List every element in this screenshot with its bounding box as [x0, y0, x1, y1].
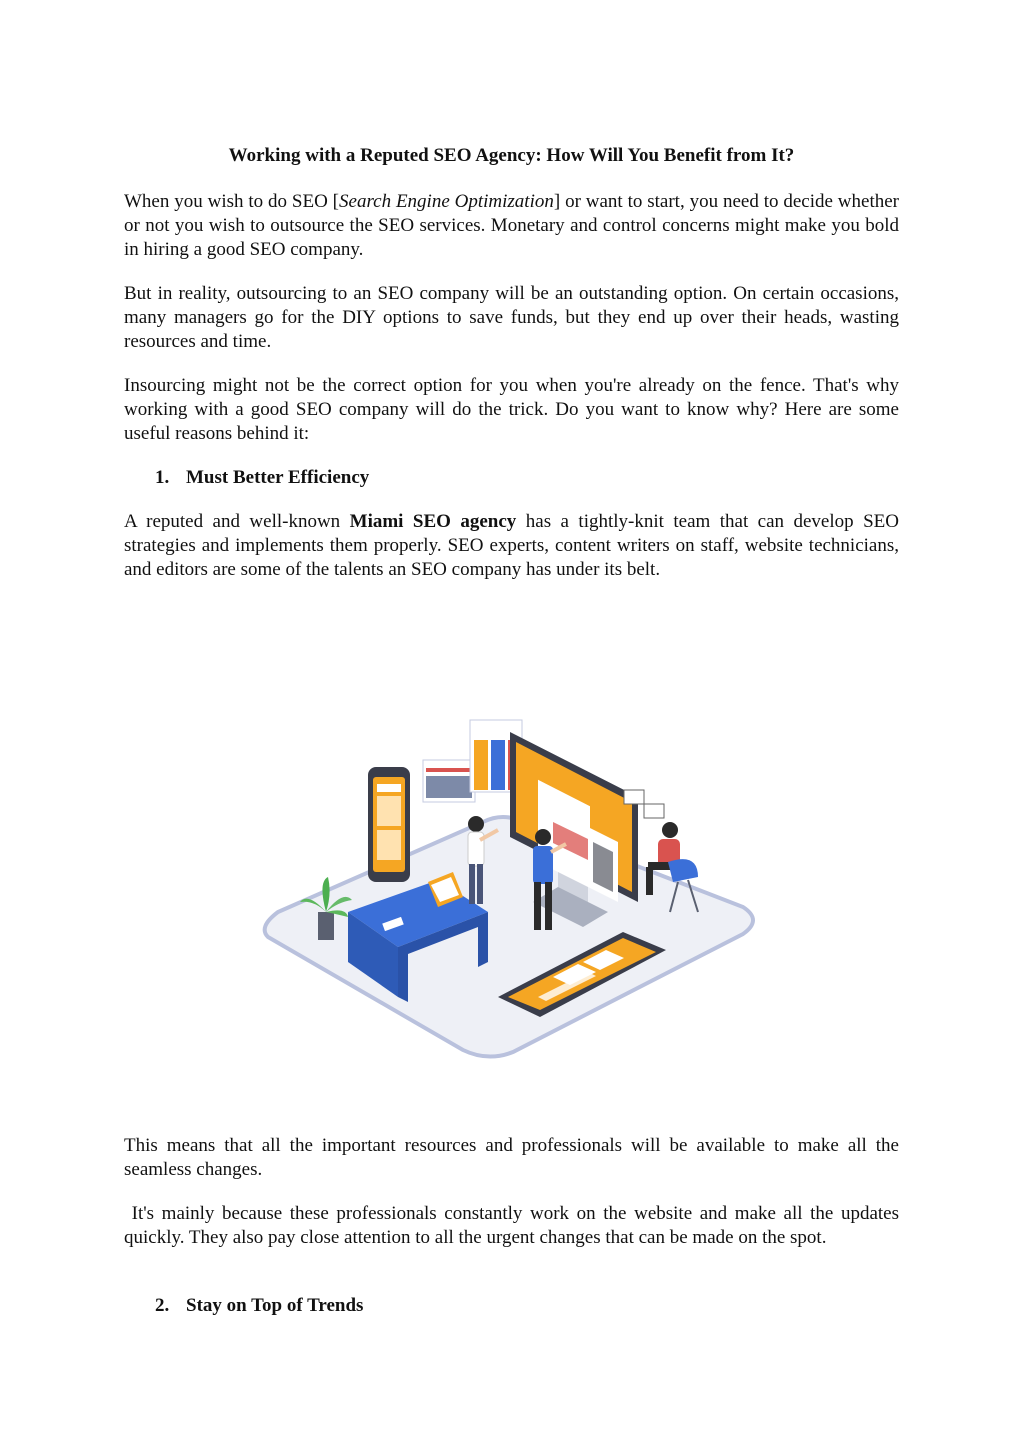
browser-window-panels [423, 720, 522, 802]
smartphone-upright-icon [368, 767, 410, 882]
paragraph-outsourcing: But in reality, outsourcing to an SEO company will be an outstanding option. On certain occasions, many managers go for the DIY options to save funds, but they end up over their heads, wasting resources and time. [124, 283, 899, 352]
section-title-2: Stay on Top of Trends [186, 1295, 364, 1316]
paragraph-efficiency-end: has a tightly-knit team that can develop SEO strategies and implements them properly. SEO experts, content writers on staff, website technicians, and editors are some of the talents an SEO company has under its belt. [124, 511, 899, 580]
paragraph-insourcing: Insourcing might not be the correct option for you when you're already on the fence. That's why working with a good SEO company will do the trick. Do you want to know why? Here are some useful reasons behind it: [124, 375, 899, 444]
paragraph-professionals: It's mainly because these professionals constantly work on the website and make all the updates quickly. They also pay close attention to all the urgent changes that can be made on the spot. [124, 1203, 904, 1248]
seo-team-illustration [248, 712, 774, 1062]
section-heading-1 [155, 466, 369, 490]
paragraph-efficiency [124, 510, 899, 582]
paragraph-intro [124, 190, 899, 262]
paragraph-intro-start: When you wish to do SEO [ [124, 191, 340, 212]
document-title: Working with a Reputed SEO Agency: How Will You Benefit from It? [228, 145, 795, 166]
paragraph-efficiency-start: A reputed and well-known [124, 511, 350, 532]
section-heading-2 [155, 1294, 363, 1318]
miami-seo-agency-bold: Miami SEO agency [349, 511, 517, 532]
paragraph-resources: This means that all the important resources and professionals will be available to make all the seamless changes. [124, 1135, 899, 1180]
paragraph-intro-italic: Search Engine Optimization [339, 191, 554, 212]
paragraph-intro-end: ] or want to start, you need to decide whether or not you wish to outsource the SEO services. Monetary and control concerns might make you bold in hiring a good SEO company. [124, 191, 899, 260]
section-number-2: 2. [155, 1295, 170, 1316]
section-number-1: 1. [155, 467, 170, 488]
section-title-1: Must Better Efficiency [186, 467, 370, 488]
